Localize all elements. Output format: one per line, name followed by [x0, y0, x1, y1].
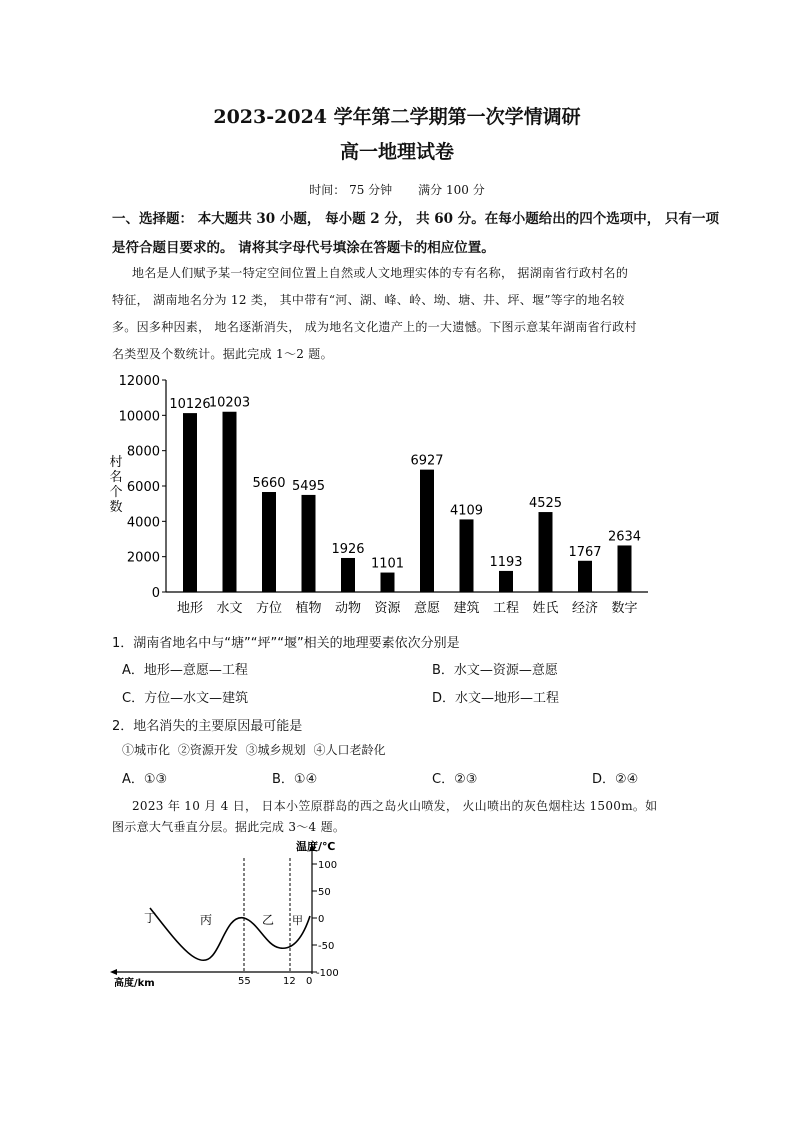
temp-tick-0: 0 — [318, 914, 325, 925]
x-category-label: 经济 — [571, 601, 599, 616]
x-category-label: 工程 — [492, 601, 520, 616]
bar-value-label: 10126 — [169, 397, 211, 413]
bar-value-label: 1101 — [370, 556, 405, 572]
q2-option-b[interactable]: B．①④ — [272, 772, 318, 787]
layer-label-ding: 丁 — [144, 911, 157, 925]
temp-tick-100: 100 — [318, 860, 338, 871]
passage1-line2: 特征， 湖南地名分为 12 类， 其中带有“河、湖、峰、岭、坳、塘、井、坪、堰”等字的地名较 — [112, 293, 625, 307]
q1-option-c[interactable]: C．方位—水文—建筑 — [122, 691, 249, 706]
bar-资源 — [381, 573, 395, 592]
bar-方位 — [262, 492, 276, 592]
x-category-label: 方位 — [255, 601, 283, 616]
y-axis-label-char: 数 — [109, 500, 123, 515]
q1-option-d[interactable]: D．水文—地形—工程 — [432, 691, 560, 706]
q1-option-b[interactable]: B．水文—资源—意愿 — [432, 663, 558, 678]
x-category-label: 地形 — [176, 601, 204, 616]
temp-tick-50: 50 — [318, 887, 331, 898]
bar-经济 — [578, 561, 592, 592]
layer-label-bing: 丙 — [200, 913, 213, 927]
full-score: 满分 100 分 — [418, 183, 485, 197]
q2-option-a[interactable]: A．①③ — [122, 772, 168, 787]
x-category-label: 数字 — [611, 601, 638, 616]
temperature-axis-title: 温度/℃ — [296, 840, 336, 853]
q2-option-c[interactable]: C．②③ — [432, 772, 478, 787]
bar-value-label: 1193 — [489, 554, 523, 570]
x-category-label: 动物 — [334, 601, 362, 616]
bar-姓氏 — [539, 512, 553, 592]
x-category-label: 植物 — [295, 601, 322, 616]
x-category-label: 资源 — [374, 601, 401, 616]
q1-option-a[interactable]: A．地形—意愿—工程 — [122, 663, 248, 678]
bar-value-label: 10203 — [208, 395, 251, 411]
bar-value-label: 2634 — [607, 529, 642, 545]
layer-label-yi: 乙 — [262, 913, 275, 927]
section-instructions-line2: 是符合题目要求的。 请将其字母代号填涂在答题卡的相应位置。 — [112, 240, 495, 256]
bar-数字 — [618, 545, 632, 592]
height-tick-0: 0 — [306, 976, 313, 987]
q2-stem: 2．地名消失的主要原因最可能是 — [112, 719, 303, 734]
q2-option-d[interactable]: D．②④ — [592, 772, 639, 787]
y-axis-label-char: 名 — [109, 470, 123, 485]
exam-title: 2023-2024 学年第二学期第一次学情调研 — [213, 106, 581, 128]
passage1-line3: 多。因多种因素， 地名逐渐消失， 成为地名文化遗产上的一大遗憾。下图示意某年湖南省行政村 — [112, 320, 637, 334]
atmosphere-layer-figure — [106, 836, 376, 992]
exam-subtitle: 高一地理试卷 — [339, 141, 454, 163]
bar-地形 — [183, 413, 197, 592]
bar-建筑 — [460, 519, 474, 592]
x-category-label: 建筑 — [453, 601, 480, 616]
exam-time: 时间： 75 分钟 — [309, 183, 393, 197]
bar-value-label: 4109 — [449, 503, 484, 519]
layer-label-jia: 甲 — [292, 914, 303, 927]
x-category-label: 意愿 — [413, 601, 441, 616]
y-tick-label: 8000 — [126, 444, 160, 460]
height-tick-12: 12 — [283, 976, 296, 987]
bar-value-label: 5495 — [291, 478, 326, 494]
y-axis-label-char: 村 — [109, 455, 123, 470]
passage1-line1: 地名是人们赋予某一特定空间位置上自然或人文地理实体的专有名称， 据湖南省行政村名的 — [132, 266, 629, 280]
y-tick-label: 4000 — [126, 515, 160, 531]
bar-value-label: 1767 — [568, 544, 602, 560]
y-tick-label: 12000 — [118, 374, 160, 389]
bar-value-label: 6927 — [410, 453, 444, 469]
x-category-label: 姓氏 — [532, 601, 559, 616]
y-tick-label: 2000 — [126, 550, 160, 566]
bar-value-label: 1926 — [331, 541, 365, 557]
bar-动物 — [341, 558, 355, 592]
section-instructions-line1: 一、选择题： 本大题共 30 小题， 每小题 2 分， 共 60 分。在每小题给出的四个选项中， 只有一项 — [112, 211, 719, 227]
passage2-line2: 图示意大气垂直分层。据此完成 3～4 题。 — [112, 820, 346, 834]
x-category-label: 水文 — [216, 601, 243, 616]
temp-tick-minus50: -50 — [318, 941, 335, 952]
temperature-curve — [150, 908, 310, 960]
bar-水文 — [223, 412, 237, 592]
passage1-line4: 名类型及个数统计。据此完成 1～2 题。 — [112, 347, 333, 361]
exam-meta — [0, 181, 794, 198]
y-axis-label-char: 个 — [109, 485, 123, 500]
q1-stem: 1．湖南省地名中与“塘”“坪”“堰”相关的地理要素依次分别是 — [112, 636, 460, 651]
bar-植物 — [302, 495, 316, 592]
height-axis-title: 高度/km — [114, 978, 155, 989]
bar-value-label: 5660 — [252, 476, 286, 492]
q2-items: ①城市化 ②资源开发 ③城乡规划 ④人口老龄化 — [122, 743, 386, 757]
bar-工程 — [499, 571, 513, 592]
height-axis-arrow — [110, 969, 117, 975]
y-tick-label: 6000 — [126, 480, 160, 495]
passage2-line1: 2023 年 10 月 4 日， 日本小笠原群岛的西之岛火山喷发， 火山喷出的灰色烟柱达 1500m。如 — [132, 799, 658, 813]
height-tick-55: 55 — [238, 976, 251, 987]
temp-tick-minus100: -100 — [316, 968, 339, 979]
chart-y-axis-label — [109, 454, 122, 515]
y-tick-label: 0 — [151, 586, 160, 601]
bar-意愿 — [420, 470, 434, 592]
bar-value-label: 4525 — [528, 496, 563, 512]
village-name-bar-chart — [100, 368, 660, 624]
y-tick-label: 10000 — [118, 409, 160, 425]
